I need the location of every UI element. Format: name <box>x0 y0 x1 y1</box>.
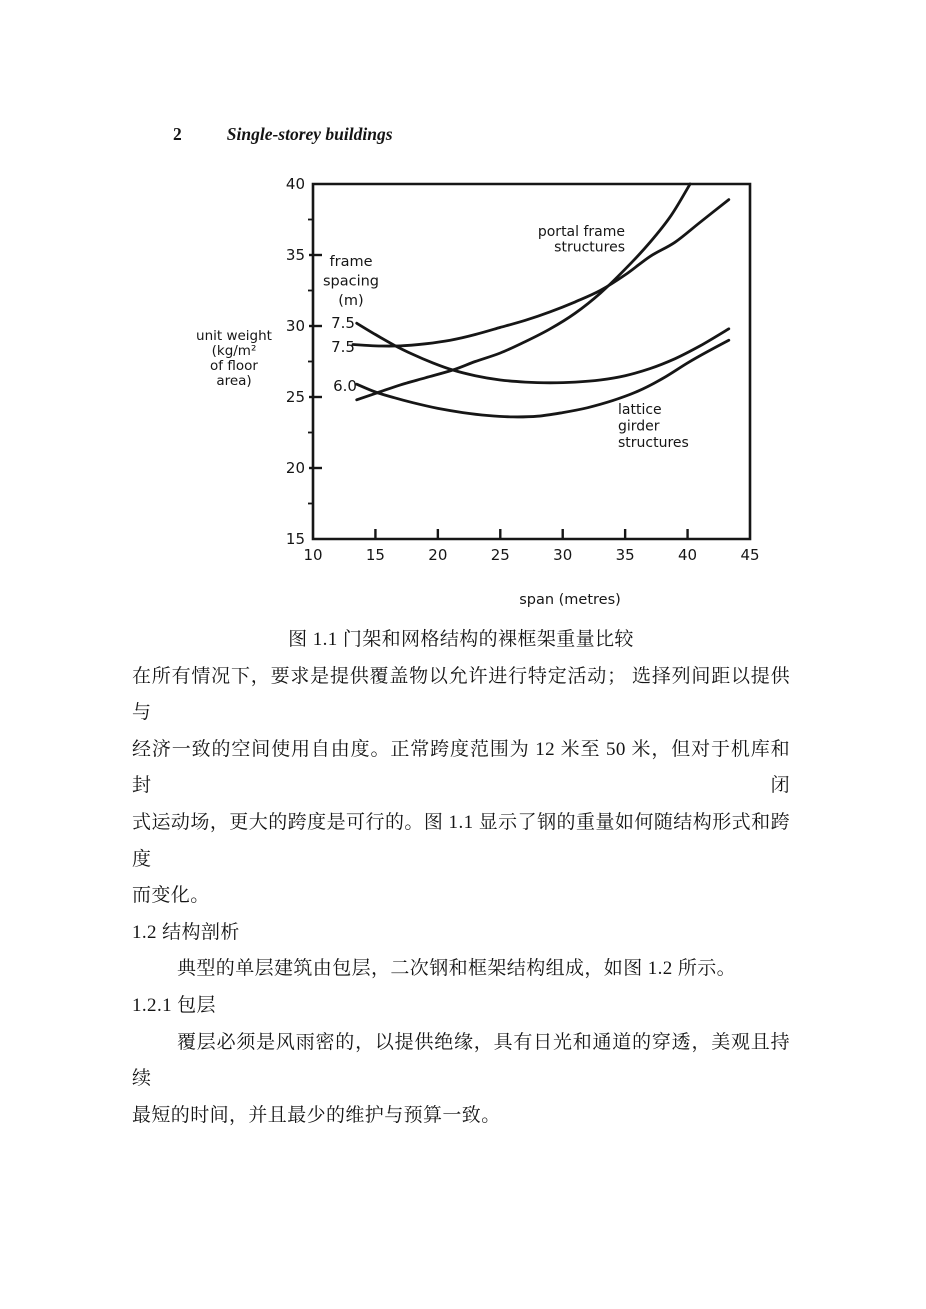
spacing-value-label: 6.0 <box>333 377 357 395</box>
y-axis-title-line: area) <box>216 373 252 389</box>
page-header <box>173 124 393 146</box>
plot-frame <box>313 184 750 539</box>
x-axis-tick-label: 20 <box>428 546 448 564</box>
paragraph-line: 而变化。 <box>132 885 210 907</box>
y-axis-tick-label: 25 <box>285 388 305 406</box>
x-axis-tick-label: 40 <box>678 546 698 564</box>
x-axis-tick-label: 45 <box>740 546 760 564</box>
paragraph-line: 经济一致的空间使用自由度。正常跨度范围为 12 米至 50 米，但对于机库和封闭 <box>132 738 790 797</box>
portal-frame-label: structures <box>554 239 625 256</box>
y-axis-tick-label: 30 <box>285 317 305 335</box>
x-axis-tick-label: 25 <box>490 546 510 564</box>
frame-spacing-label: (m) <box>338 293 364 309</box>
paragraph-line: 典型的单层建筑由包层，二次钢和框架结构组成，如图 1.2 所示。 <box>177 958 737 980</box>
y-axis-tick-label: 35 <box>285 246 305 264</box>
x-axis-tick-label: 15 <box>365 546 385 564</box>
y-axis-title-line: of floor <box>210 358 258 374</box>
figure-1-1-chart <box>195 168 765 618</box>
paragraph-line: 在所有情况下，要求是提供覆盖物以允许进行特定活动； 选择列间距以提供与 <box>132 665 790 724</box>
y-axis-tick-label: 40 <box>285 175 305 193</box>
frame-spacing-label: spacing <box>322 273 380 290</box>
x-axis-tick-label: 10 <box>303 546 323 564</box>
y-axis-title-line: unit weight <box>196 328 272 344</box>
y-axis-title-line: (kg/m² <box>211 343 257 359</box>
x-axis-tick-label: 30 <box>553 546 573 564</box>
y-axis-tick-label: 20 <box>285 459 305 477</box>
lattice-girder-label: girder <box>618 418 660 435</box>
x-axis-title: span (metres) <box>519 592 621 608</box>
spacing-value-label: 7.5 <box>331 314 355 332</box>
x-axis-tick-label: 35 <box>615 546 635 564</box>
chapter-title: Single-storey buildings <box>226 124 393 144</box>
chart-curve-1 <box>357 184 690 400</box>
chart-curve-0 <box>353 200 729 346</box>
y-axis-tick-label: 15 <box>285 530 305 548</box>
paragraph-line: 最短的时间，并且最少的维护与预算一致。 <box>132 1104 501 1126</box>
page-number: 2 <box>173 124 182 144</box>
paragraph-line: 式运动场，更大的跨度是可行的。图 1.1 显示了钢的重量如何随结构形式和跨度 <box>132 811 790 870</box>
figure-1-1 <box>195 168 765 618</box>
lattice-girder-label: structures <box>618 435 689 451</box>
lattice-girder-label: lattice <box>618 402 662 418</box>
body-text <box>132 622 790 1134</box>
spacing-value-label: 7.5 <box>331 338 355 356</box>
section-heading-1-2-1: 1.2.1 包层 <box>132 994 216 1016</box>
frame-spacing-label: frame <box>329 254 373 270</box>
paragraph-line: 覆层必须是风雨密的，以提供绝缘，具有日光和通道的穿透，美观且持续 <box>132 1031 790 1090</box>
figure-caption: 图 1.1 门架和网格结构的裸框架重量比较 <box>288 629 634 650</box>
portal-frame-label: portal frame <box>537 224 625 240</box>
section-heading-1-2: 1.2 结构剖析 <box>132 921 240 943</box>
chart-curve-3 <box>357 340 729 417</box>
